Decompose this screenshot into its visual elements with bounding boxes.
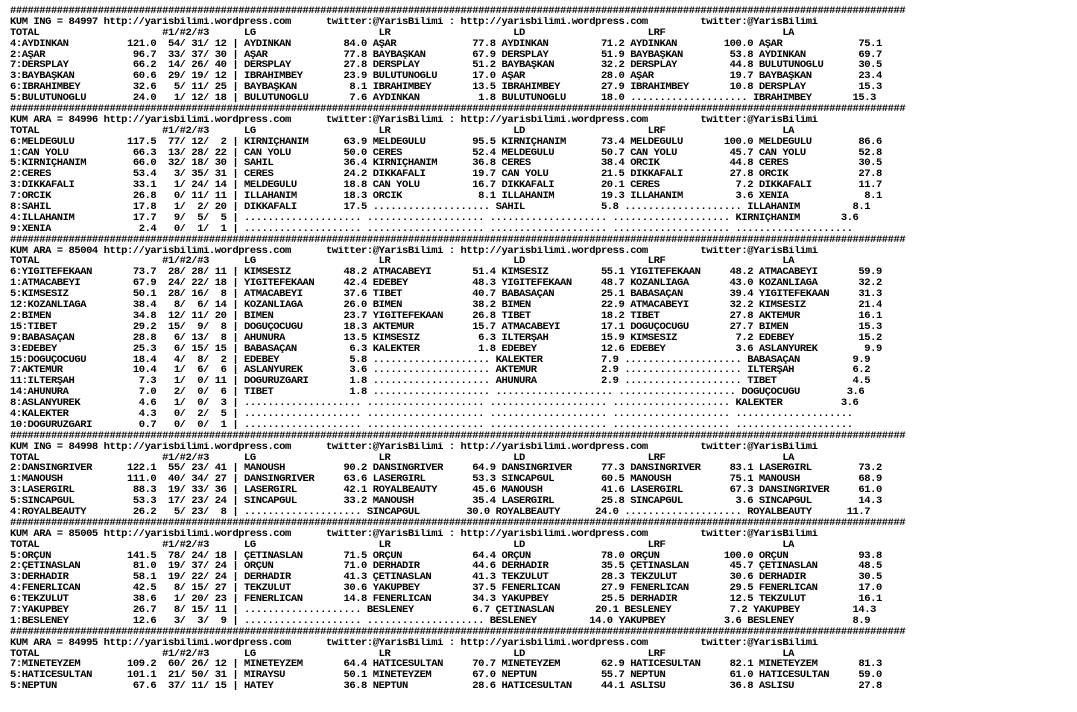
data-row: 3:EDEBEY 25.3 6/ 15/ 15 | BABASAÇAN 6.3 KALEKTER 1.8 EDEBEY 12.6 EDEBEY 3.6 ASLANYÜREK 9.9 — [10, 343, 882, 355]
column-header-line: TOTAL #1/#2/#3 LG LR LD LRF LA — [10, 452, 795, 464]
race-header-line: KUM ARA = 84996 http://yarisbilimi.wordpress.com twitter:@YarisBilimi : http://yarisbilimi.wordpress.com twitter:@YarisBilimi — [10, 114, 818, 126]
data-row: 6:İBRAHİMBEY 32.6 5/ 11/ 25 | BAYBAŞKAN 8.1 İBRAHİMBEY 13.5 İBRAHİMBEY 27.9 İBRAHİMBEY 10.8 DERSPLAY 15.3 — [10, 82, 882, 94]
data-row: 3:DİKKAFALI 33.1 1/ 24/ 14 | MELDEGÜLÜ 18.8 CAN YOLU 16.7 DİKKAFALI 20.1 CERES 7.2 DİKKAFALI 11.7 — [10, 180, 882, 192]
data-row: 9:XENIA 2.4 0/ 1/ 1 | .................... .................... .................... .................... .................... — [10, 223, 853, 235]
data-row: 6:YİĞİTEFEKAAN 73.7 28/ 28/ 11 | KİMSESİZ 48.2 ATMACABEYİ 51.4 KİMSESİZ 55.1 YİĞİTEFEKAAN 48.2 ATMACABEYİ 59.9 — [10, 267, 882, 279]
data-row: 8:SAHİL 17.8 1/ 2/ 20 | DİKKAFALI 17.5 .................... SAHİL 5.8 .................... İLLAHANIM 8.1 — [10, 202, 871, 213]
data-row: 2:AŞAR 96.7 33/ 37/ 30 | AŞAR 77.8 BAYBAŞKAN 67.9 DERSPLAY 51.9 BAYBAŞKAN 53.8 AYDINKAN 69.7 — [10, 49, 882, 61]
data-row: 1:ATMACABEYİ 67.9 24/ 22/ 18 | YİĞİTEFEKAAN 42.4 EDEBEY 48.3 YİĞİTEFEKAAN 48.7 KOZANLIAĞA 43.0 KOZANLIAĞA 32.2 — [10, 278, 882, 290]
data-row: 9:BABASAÇAN 28.8 6/ 13/ 8 | AHUNURA 13.5 KİMSESİZ 6.3 İLTERŞAH 15.9 KİMSESİZ 7.2 EDEBEY 15.2 — [10, 332, 882, 344]
data-row: 7:AKTEMUR 10.4 1/ 6/ 6 | ASLANYÜREK 3.6 .................... AKTEMUR 2.9 .................... İLTERŞAH 6.2 — [10, 365, 871, 377]
data-row: 3:BAYBAŞKAN 60.6 29/ 19/ 12 | İBRAHİMBEY 23.9 BULUTUNOĞLU 17.0 AŞAR 28.0 AŞAR 19.7 BAYBAŞKAN 23.4 — [10, 71, 882, 83]
data-row: 2:CERES 53.4 3/ 35/ 31 | CERES 24.2 DİKKAFALI 19.7 CAN YOLU 21.5 DİKKAFALI 27.8 ORCİK 27.8 — [10, 169, 882, 181]
separator-line: ######################################################################################################################################################### — [10, 6, 906, 17]
data-row: 5:KIRNIÇHANIM 66.0 32/ 18/ 30 | SAHİL 36.4 KIRNIÇHANIM 36.8 CERES 38.4 ORCİK 44.8 CERES 30.5 — [10, 158, 882, 170]
data-row: 5:ORÇUN 141.5 78/ 24/ 18 | ÇETİNASLAN 71.5 ORÇUN 64.4 ORÇUN 78.0 ORÇUN 100.0 ORÇUN 93.8 — [10, 550, 882, 562]
data-row: 7:ORCİK 26.8 0/ 11/ 11 | İLLAHANIM 18.3 ORCİK 8.1 İLLAHANIM 19.3 İLLAHANIM 3.6 XENIA 8.1 — [10, 191, 882, 203]
data-row: 5:KİMSESİZ 50.1 28/ 16/ 8 | ATMACABEYİ 37.6 TİBET 40.7 BABASAÇAN 25.1 BABASAÇAN 39.4 YİĞİTEFEKAAN 31.3 — [10, 289, 882, 301]
data-row: 6:MELDEGÜLÜ 117.5 77/ 12/ 2 | KIRNIÇHANIM 63.9 MELDEGÜLÜ 95.5 KIRNIÇHANIM 73.4 MELDEGÜLÜ 100.0 MELDEGÜLÜ 86.6 — [10, 136, 882, 148]
data-row: 1:CAN YOLU 66.3 13/ 28/ 22 | CAN YOLU 50.0 CERES 52.4 MELDEGÜLÜ 50.7 CAN YOLU 45.7 CAN YOLU 52.8 — [10, 147, 882, 159]
column-header-line: TOTAL #1/#2/#3 LG LR LD LRF LA — [10, 256, 795, 268]
race-header-line: KUM ARA = 85005 http://yarisbilimi.wordpress.com twitter:@YarisBilimi : http://yarisbilimi.wordpress.com twitter:@YarisBilimi — [10, 528, 818, 540]
data-row: 3:LASERGIRL 88.3 19/ 33/ 36 | LASERGIRL 42.1 ROYALBEAUTY 45.6 MANOUSH 41.6 LASERGIRL 67.3 DANSINGRIVER 61.0 — [10, 485, 882, 497]
race-header-line: KUM ING = 84998 http://yarisbilimi.wordpress.com twitter:@YarisBilimi : http://yarisbilimi.wordpress.com twitter:@YarisBilimi — [10, 441, 818, 453]
race-header-line: KUM ING = 84997 http://yarisbilimi.wordpress.com twitter:@YarisBilimi : http://yarisbilimi.wordpress.com twitter:@YarisBilimi — [10, 16, 818, 28]
data-row: 4:KALEKTER 4.3 0/ 2/ 5 | .................... .................... .................... .................... .................... — [10, 408, 853, 420]
data-row: 3:DERHADIR 58.1 19/ 22/ 24 | DERHADIR 41.3 ÇETİNASLAN 41.3 TEKZULUT 28.3 TEKZULUT 30.6 DERHADIR 30.5 — [10, 572, 882, 584]
column-header-line: TOTAL #1/#2/#3 LG LR LD LRF LA — [10, 27, 795, 39]
data-row: 14:AHUNURA 7.0 2/ 0/ 6 | TİBET 1.8 .................... .................... .................... DOĞUÇOCUĞU 3.6 — [10, 387, 865, 399]
data-row: 15:TİBET 29.2 15/ 9/ 8 | DOĞUÇOCUĞU 18.3 AKTEMUR 15.7 ATMACABEYİ 17.1 DOĞUÇOCUĞU 27.7 BİMEN 15.3 — [10, 321, 882, 333]
data-row: 2:ÇETİNASLAN 81.0 19/ 37/ 24 | ORÇUN 71.0 DERHADIR 44.6 DERHADIR 35.5 ÇETİNASLAN 45.7 ÇETİNASLAN 48.5 — [10, 561, 882, 573]
data-row: 12:KOZANLIAĞA 38.4 8/ 6/ 14 | KOZANLIAĞA 26.0 BİMEN 38.2 BİMEN 22.9 ATMACABEYİ 32.2 KİMSESİZ 21.4 — [10, 300, 882, 311]
data-row: 4:ROYALBEAUTY 26.2 5/ 23/ 8 | .................... SİNCAPGÜL 30.0 ROYALBEAUTY 24.0 .................... ROYALBEAUTY 11.7 — [10, 506, 871, 518]
data-row: 7:MİNETEYZEM 109.2 60/ 26/ 12 | MİNETEYZEM 64.4 HATİCESULTAN 70.7 MİNETEYZEM 62.9 HATİCESULTAN 82.1 MİNETEYZEM 81.3 — [10, 659, 882, 671]
data-row: 5:NEPTÜN 67.6 37/ 11/ 15 | HATEY 36.8 NEPTÜN 28.6 HATİCESULTAN 44.1 ASLISU 36.8 ASLISU 27.8 — [10, 681, 882, 693]
data-row: 2:BİMEN 34.8 12/ 11/ 20 | BİMEN 23.7 YİĞİTEFEKAAN 26.8 TİBET 18.2 TİBET 27.8 AKTEMUR 16.1 — [10, 310, 882, 322]
column-header-line: TOTAL #1/#2/#3 LG LR LD LRF LA — [10, 125, 795, 137]
data-row: 10:DOĞURÜZGARI 0.7 0/ 0/ 1 | .................... .................... .................... .................... .................... — [10, 419, 853, 431]
separator-line: ######################################################################################################################################################### — [10, 517, 906, 529]
data-row: 5:SİNCAPGÜL 53.3 17/ 23/ 24 | SİNCAPGÜL 33.2 MANOUSH 35.4 LASERGIRL 25.8 SİNCAPGÜL 3.6 SİNCAPGÜL 14.3 — [10, 496, 882, 507]
column-header-line: TOTAL #1/#2/#3 LG LR LD LRF LA — [10, 539, 795, 551]
data-row: 5:BULUTUNOĞLU 24.0 1/ 12/ 18 | BULUTUNOĞLU 7.6 AYDINKAN 1.8 BULUTUNOĞLU 18.0 .................... İBRAHİMBEY 15.3 — [10, 93, 876, 105]
race-header-line: KUM ARA = 85004 http://yarisbilimi.wordpress.com twitter:@YarisBilimi : http://yarisbilimi.wordpress.com twitter:@YarisBilimi — [10, 245, 818, 257]
data-row: 11:İLTERŞAH 7.3 1/ 0/ 11 | DOĞURÜZGARI 1.8 .................... AHUNURA 2.9 .................... TİBET 4.5 — [10, 376, 871, 388]
data-row: 5:HATİCESULTAN 101.1 21/ 50/ 31 | MİRAYSU 50.1 MİNETEYZEM 67.0 NEPTÜN 55.7 NEPTÜN 61.0 HATİCESULTAN 59.0 — [10, 670, 882, 682]
data-row: 1:BESLENEY 12.6 3/ 3/ 9 | .................... .................... BESLENEY 14.0 YAKUPBEY 3.6 BESLENEY 8.9 — [10, 615, 871, 627]
data-row: 2:DANSINGRIVER 122.1 55/ 23/ 41 | MANOUSH 90.2 DANSINGRIVER 64.9 DANSINGRIVER 77.3 DANSINGRIVER 83.1 LASERGIRL 73.2 — [10, 463, 882, 475]
separator-line: ######################################################################################################################################################### — [10, 626, 906, 638]
data-row: 4:FENERLİCAN 42.5 8/ 15/ 27 | TEKZULUT 30.6 YAKUPBEY 37.5 FENERLİCAN 27.9 FENERLİCAN 29.5 FENERLİCAN 17.0 — [10, 583, 882, 595]
data-row: 7:YAKUPBEY 26.7 8/ 15/ 11 | .................... BESLENEY 6.7 ÇETİNASLAN 20.1 BESLENEY 7.2 YAKUPBEY 14.3 — [10, 604, 876, 616]
separator-line: ######################################################################################################################################################### — [10, 234, 906, 246]
data-row: 15:DOĞUÇOCUĞU 18.4 4/ 8/ 2 | EDEBEY 5.8 .................... KALEKTER 7.9 .................... BABASAÇAN 9.9 — [10, 354, 871, 366]
race-header-line: KUM ARA = 84995 http://yarisbilimi.wordpress.com twitter:@YarisBilimi : http://yarisbilimi.wordpress.com twitter:@YarisBilimi — [10, 637, 818, 649]
data-row: 4:İLLAHANIM 17.7 9/ 5/ 5 | .................... .................... .................... .................... KIRNIÇHANIM 3.6 — [10, 212, 859, 224]
data-row: 7:DERSPLAY 66.2 14/ 26/ 40 | DERSPLAY 27.8 DERSPLAY 51.2 BAYBAŞKAN 32.2 DERSPLAY 44.8 BULUTUNOĞLU 30.5 — [10, 60, 882, 72]
data-row: 4:AYDINKAN 121.0 54/ 31/ 12 | AYDINKAN 84.0 AŞAR 77.8 AYDINKAN 71.2 AYDINKAN 100.0 AŞAR 75.1 — [10, 38, 882, 50]
column-header-line: TOTAL #1/#2/#3 LG LR LD LRF LA — [10, 648, 795, 660]
data-row: 6:TEKZULUT 38.6 1/ 20/ 23 | FENERLİCAN 14.8 FENERLİCAN 34.3 YAKUPBEY 25.5 DERHADIR 12.5 TEKZULUT 16.1 — [10, 594, 882, 605]
separator-line: ######################################################################################################################################################### — [10, 104, 906, 115]
data-row: 8:ASLANYÜREK 4.6 1/ 0/ 3 | .................... .................... .................... .................... KALEKTER 3.6 — [10, 398, 859, 409]
separator-line: ######################################################################################################################################################### — [10, 430, 906, 442]
data-row: 1:MANOUSH 111.0 40/ 34/ 27 | DANSINGRIVER 63.6 LASERGIRL 53.3 SİNCAPGÜL 60.5 MANOUSH 75.1 MANOUSH 68.9 — [10, 474, 882, 486]
